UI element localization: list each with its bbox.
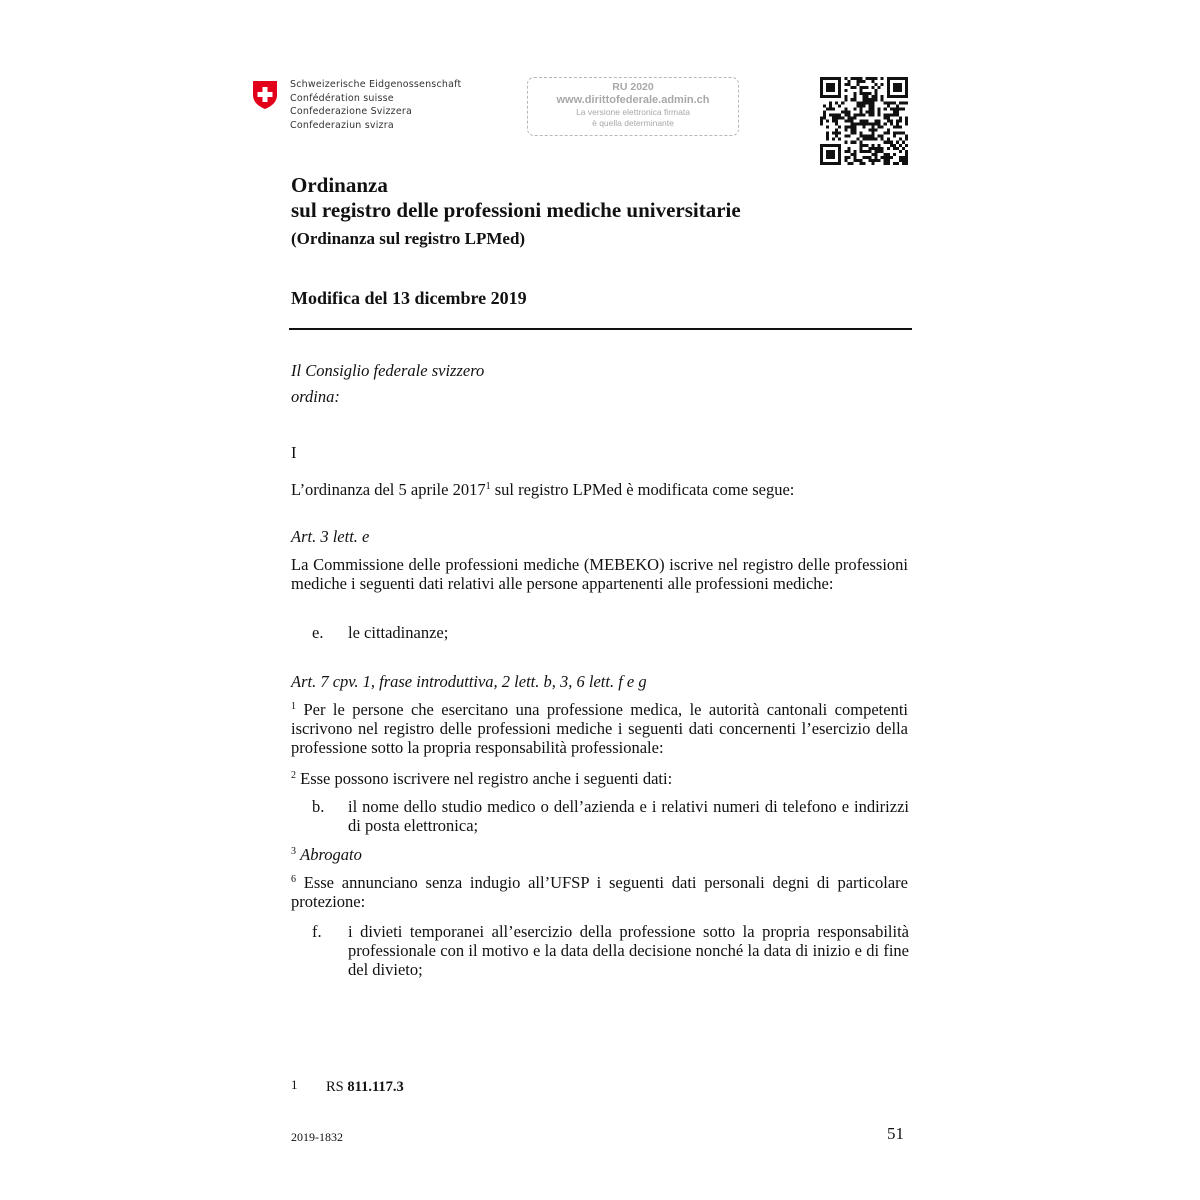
- art7-para-2: [291, 769, 672, 788]
- title-line-1: Ordinanza: [291, 173, 388, 197]
- swiss-flag-icon: [252, 80, 278, 110]
- stamp-note-2: è quella determinante: [592, 118, 674, 128]
- art7-heading: Art. 7 cpv. 1, frase introduttiva, 2 lett. b, 3, 6 lett. f e g: [291, 672, 647, 691]
- section-intro-text: L’ordinanza del 5 aprile 2017: [291, 480, 486, 499]
- art7-para-3: [291, 845, 362, 864]
- footnote-prefix: RS: [326, 1079, 348, 1095]
- para-3-text: Abrogato: [300, 845, 362, 864]
- title-line-2: sul registro delle professioni mediche universitarie: [291, 198, 741, 222]
- short-title: (Ordinanza sul registro LPMed): [291, 229, 526, 248]
- stamp-ru: RU 2020: [612, 81, 654, 93]
- confederation-rm: Confederaziun svizra: [290, 119, 394, 131]
- item-f-text: i divieti temporanei all’esercizio della professione sotto la propria responsabilità professionale con il motivo e la data della decisione nonché la data di inizio e di fine del divieto;: [348, 922, 909, 979]
- amendment-date: Modifica del 13 dicembre 2019: [291, 288, 527, 308]
- section-intro-rest: sul registro LPMed è modificata come segue:: [490, 480, 795, 499]
- footnote-number: 1: [291, 1077, 298, 1092]
- page-number: 51: [887, 1124, 904, 1143]
- para-6-text: Esse annunciano senza indugio all’UFSP i seguenti dati personali degni di particolare protezione:: [291, 873, 908, 911]
- para-6-number: 6: [291, 874, 296, 885]
- title-divider: [289, 328, 912, 330]
- para-1-text: Per le persone che esercitano una professione medica, le autorità cantonali competenti iscrivono nel registro delle professioni mediche i seguenti dati concernenti l’esercizio della professione sotto la propria responsabilità professionale:: [291, 700, 908, 757]
- document-number: 2019-1832: [291, 1130, 343, 1144]
- art3-text: La Commissione delle professioni mediche (MEBEKO) iscrive nel registro delle professioni mediche i seguenti dati relativi alle persone appartenenti alle professioni mediche:: [291, 555, 908, 593]
- section-number: I: [291, 443, 297, 462]
- confederation-it: Confederazione Svizzera: [290, 106, 413, 117]
- confederation-fr: Confédération suisse: [290, 92, 394, 104]
- stamp-url: www.dirittofederale.admin.ch: [556, 94, 710, 106]
- preamble-decree: ordina:: [291, 387, 340, 406]
- footnote-ref-number: 811.117.3: [347, 1079, 404, 1095]
- para-3-number: 3: [291, 846, 296, 857]
- para-2-text: Esse possono iscrivere nel registro anche i seguenti dati:: [296, 769, 673, 788]
- item-f-label: f.: [312, 922, 322, 941]
- art3-heading: Art. 3 lett. e: [291, 527, 370, 546]
- art7-para-6: [291, 873, 908, 911]
- section-intro: [291, 480, 794, 499]
- official-stamp: [527, 77, 739, 136]
- para-1-number: 1: [291, 701, 296, 712]
- preamble-authority: Il Consiglio federale svizzero: [291, 361, 485, 380]
- confederation-names: [290, 78, 461, 132]
- item-b-text: il nome dello studio medico o dell’azienda e i relativi numeri di telefono e indirizzi di posta elettronica;: [348, 797, 909, 835]
- confederation-de: Schweizerische Eidgenossenschaft: [290, 79, 462, 90]
- qr-code-icon: [820, 77, 908, 165]
- para-2-number: 2: [291, 770, 296, 781]
- art3-item-text: le cittadinanze;: [348, 623, 449, 642]
- art7-para-1: [291, 700, 908, 757]
- item-b-label: b.: [312, 797, 325, 816]
- stamp-note-1: La versione elettronica firmata: [576, 107, 690, 117]
- art3-item-label: e.: [312, 623, 324, 642]
- footnote-text: [326, 1079, 404, 1096]
- footnote-ref: 1: [485, 481, 491, 492]
